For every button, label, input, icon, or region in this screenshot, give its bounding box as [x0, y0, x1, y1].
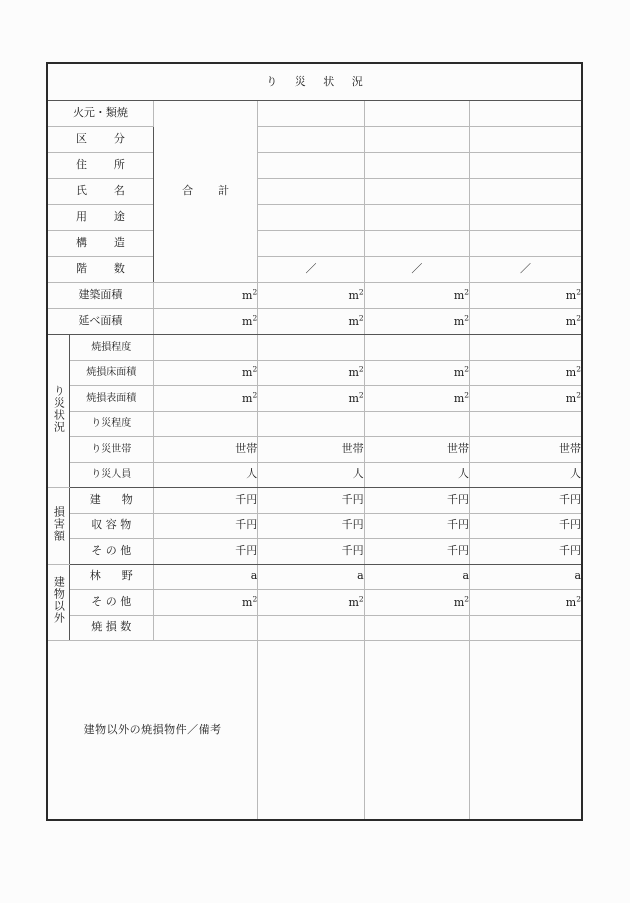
- entry-cell-shouson-teido-1[interactable]: [258, 335, 364, 361]
- entry-cell-kubun-3[interactable]: [470, 127, 582, 153]
- unit-m2: $m^2$: [348, 364, 364, 380]
- entry-cell-kubun-1[interactable]: [258, 127, 364, 153]
- unit-m2: $m^2$: [242, 364, 258, 380]
- table-row: [47, 488, 582, 514]
- entry-cell-shimei-2[interactable]: [364, 179, 469, 205]
- entry-cell-risai-setai-2[interactable]: 世帯: [364, 437, 469, 463]
- unit-m2: $m^2$: [565, 390, 581, 405]
- table-row: [47, 179, 582, 205]
- entry-cell-rinya-3[interactable]: a: [470, 564, 582, 590]
- unit-m2: $m^2$: [242, 287, 258, 302]
- table-row: [47, 411, 582, 437]
- label-jusho: 住 所: [47, 153, 153, 179]
- unit-m2: $m^2$: [242, 390, 258, 405]
- entry-cell-kagen-2[interactable]: [364, 101, 469, 127]
- label-tatemono-igai-sonota: そ の 他: [69, 590, 153, 616]
- entry-cell-youto-2[interactable]: [364, 205, 469, 231]
- entry-cell-tatemono-3[interactable]: 千円: [470, 488, 582, 514]
- label-rinya: 林 野: [69, 564, 153, 590]
- unit-m2: $m^2$: [453, 287, 470, 302]
- entry-cell-kouzou-3[interactable]: [470, 231, 582, 257]
- unit-m2: $m^2$: [453, 390, 470, 405]
- table-row: [47, 231, 582, 257]
- entry-cell-kenchiku-menseki-3[interactable]: [470, 283, 582, 309]
- entry-cell-risai-jinin-1[interactable]: 人: [258, 462, 364, 488]
- entry-cell-nobe-menseki-1[interactable]: [258, 309, 364, 335]
- label-risai-setai: り災世帯: [69, 437, 153, 463]
- unit-m2: $m^2$: [453, 594, 470, 609]
- total-cell-rinya[interactable]: a: [153, 564, 257, 590]
- total-cell-risai-setai[interactable]: 世帯: [153, 437, 257, 463]
- entry-cell-risai-jinin-2[interactable]: 人: [364, 462, 469, 488]
- table-row: [47, 386, 582, 412]
- entry-cell-shouson-suu-2[interactable]: [364, 615, 469, 641]
- entry-cell-shuuyoubutsu-3[interactable]: 千円: [470, 513, 582, 539]
- label-kenchiku-menseki: 建築面積: [47, 283, 153, 309]
- label-risai-teido: り災程度: [69, 411, 153, 437]
- group-label-risai-joukyou: り災状況: [47, 335, 69, 488]
- label-youto: 用 途: [47, 205, 153, 231]
- unit-m2: $m^2$: [453, 364, 470, 380]
- entry-cell-shouson-hyoumen-menseki-1[interactable]: [258, 386, 364, 412]
- entry-cell-rinya-2[interactable]: a: [364, 564, 469, 590]
- entry-cell-shouson-teido-2[interactable]: [364, 335, 469, 361]
- entry-cell-shouson-teido-3[interactable]: [470, 335, 582, 361]
- unit-m2: $m^2$: [565, 364, 581, 380]
- entry-cell-tatemono-igai-sonota-3[interactable]: [470, 590, 582, 616]
- entry-cell-kagen-3[interactable]: [470, 101, 582, 127]
- entry-cell-songaigaku-sonota-2[interactable]: 千円: [364, 539, 469, 565]
- entry-cell-shuuyoubutsu-2[interactable]: 千円: [364, 513, 469, 539]
- entry-cell-shouson-suu-3[interactable]: [470, 615, 582, 641]
- entry-cell-risai-teido-3[interactable]: [470, 411, 582, 437]
- total-cell-shouson-teido[interactable]: [153, 335, 257, 361]
- table-row: [47, 615, 582, 641]
- table-row: [47, 590, 582, 616]
- unit-m2: $m^2$: [242, 313, 258, 328]
- ri-sai-joukyou-form: [46, 62, 583, 821]
- label-shouson-hyoumen-menseki: 焼損表面積: [69, 386, 153, 412]
- entry-cell-songaigaku-sonota-3[interactable]: 千円: [470, 539, 582, 565]
- total-cell-shouson-suu[interactable]: [153, 615, 257, 641]
- entry-cell-kaisuu-3[interactable]: ／: [470, 257, 582, 283]
- entry-cell-shouson-yuka-menseki-2[interactable]: [364, 360, 469, 386]
- table-row: [47, 205, 582, 231]
- entry-cell-kubun-2[interactable]: [364, 127, 469, 153]
- remarks-label: 建物以外の焼損物件／備考: [47, 641, 258, 821]
- page-title: り 災 状 況: [47, 63, 582, 101]
- unit-m2: $m^2$: [565, 313, 581, 328]
- unit-m2: $m^2$: [348, 594, 364, 609]
- label-kouzou: 構 造: [47, 231, 153, 257]
- label-kagen-ruisho: 火元・類焼: [47, 101, 153, 127]
- label-shouson-teido: 焼損程度: [69, 335, 153, 361]
- table-row: [47, 437, 582, 463]
- entry-cell-tatemono-2[interactable]: 千円: [364, 488, 469, 514]
- entry-cell-shouson-yuka-menseki-1[interactable]: [258, 360, 364, 386]
- unit-m2: $m^2$: [453, 313, 470, 328]
- entry-cell-kaisuu-1[interactable]: ／: [258, 257, 364, 283]
- unit-m2: $m^2$: [242, 594, 258, 609]
- entry-cell-youto-1[interactable]: [258, 205, 364, 231]
- total-cell-shouson-hyoumen-menseki[interactable]: [153, 386, 257, 412]
- table-row: [47, 101, 582, 127]
- entry-cell-risai-teido-2[interactable]: [364, 411, 469, 437]
- label-kaisuu: 階 数: [47, 257, 153, 283]
- entry-cell-shouson-hyoumen-menseki-2[interactable]: [364, 386, 469, 412]
- total-cell-shouson-yuka-menseki[interactable]: [153, 360, 257, 386]
- label-kubun: 区 分: [47, 127, 153, 153]
- label-shuuyoubutsu: 収 容 物: [69, 513, 153, 539]
- remarks-cell-3[interactable]: [470, 641, 582, 821]
- unit-m2: $m^2$: [565, 594, 581, 609]
- label-shouson-yuka-menseki: 焼損床面積: [69, 360, 153, 386]
- total-cell-risai-teido[interactable]: [153, 411, 257, 437]
- table-row: [47, 153, 582, 179]
- label-songaigaku-sonota: そ の 他: [69, 539, 153, 565]
- table-row: [47, 257, 582, 283]
- entry-cell-nobe-menseki-2[interactable]: [364, 309, 469, 335]
- total-cell-risai-jinin[interactable]: 人: [153, 462, 257, 488]
- total-cell-kenchiku-menseki[interactable]: [153, 283, 257, 309]
- table-row: [47, 309, 582, 335]
- unit-m2: $m^2$: [565, 287, 581, 302]
- table-row: [47, 360, 582, 386]
- entry-cell-kenchiku-menseki-1[interactable]: [258, 283, 364, 309]
- total-cell-tatemono-igai-sonota[interactable]: [153, 590, 257, 616]
- entry-cell-shouson-hyoumen-menseki-3[interactable]: [470, 386, 582, 412]
- entry-cell-kenchiku-menseki-2[interactable]: [364, 283, 469, 309]
- label-shimei: 氏 名: [47, 179, 153, 205]
- label-risai-jinin: り災人員: [69, 462, 153, 488]
- total-cell-shuuyoubutsu[interactable]: 千円: [153, 513, 257, 539]
- total-column-label: 合 計: [153, 101, 257, 283]
- unit-m2: $m^2$: [348, 287, 364, 302]
- entry-cell-shuuyoubutsu-1[interactable]: 千円: [258, 513, 364, 539]
- label-nobe-menseki: 延べ面積: [47, 309, 153, 335]
- entry-cell-jusho-2[interactable]: [364, 153, 469, 179]
- unit-m2: $m^2$: [348, 313, 364, 328]
- table-row: [47, 283, 582, 309]
- group-label-tatemono-igai: 建物以外: [47, 564, 69, 641]
- entry-cell-risai-teido-1[interactable]: [258, 411, 364, 437]
- unit-m2: $m^2$: [348, 390, 364, 405]
- entry-cell-shimei-1[interactable]: [258, 179, 364, 205]
- entry-cell-kouzou-1[interactable]: [258, 231, 364, 257]
- entry-cell-shouson-suu-1[interactable]: [258, 615, 364, 641]
- entry-cell-nobe-menseki-3[interactable]: [470, 309, 582, 335]
- entry-cell-kagen-1[interactable]: [258, 101, 364, 127]
- entry-cell-rinya-1[interactable]: a: [258, 564, 364, 590]
- entry-cell-tatemono-1[interactable]: 千円: [258, 488, 364, 514]
- table-row: [47, 513, 582, 539]
- entry-cell-songaigaku-sonota-1[interactable]: 千円: [258, 539, 364, 565]
- entry-cell-jusho-3[interactable]: [470, 153, 582, 179]
- total-cell-songaigaku-sonota[interactable]: 千円: [153, 539, 257, 565]
- form-body: [47, 63, 582, 820]
- entry-cell-shimei-3[interactable]: [470, 179, 582, 205]
- remarks-cell-2[interactable]: [364, 641, 469, 821]
- group-label-songaigaku: 損害額: [47, 488, 69, 565]
- total-cell-nobe-menseki[interactable]: [153, 309, 257, 335]
- remarks-row: [47, 641, 582, 821]
- entry-cell-shouson-yuka-menseki-3[interactable]: [470, 360, 582, 386]
- entry-cell-jusho-1[interactable]: [258, 153, 364, 179]
- total-cell-tatemono[interactable]: 千円: [153, 488, 257, 514]
- table-row: [47, 462, 582, 488]
- title-row: [47, 63, 582, 101]
- label-tatemono: 建 物: [69, 488, 153, 514]
- entry-cell-risai-jinin-3[interactable]: 人: [470, 462, 582, 488]
- remarks-cell-1[interactable]: [258, 641, 364, 821]
- table-row: [47, 539, 582, 565]
- entry-cell-tatemono-igai-sonota-2[interactable]: [364, 590, 469, 616]
- table-row: [47, 335, 582, 361]
- entry-cell-tatemono-igai-sonota-1[interactable]: [258, 590, 364, 616]
- table-row: [47, 127, 582, 153]
- entry-cell-youto-3[interactable]: [470, 205, 582, 231]
- entry-cell-kouzou-2[interactable]: [364, 231, 469, 257]
- entry-cell-risai-setai-3[interactable]: 世帯: [470, 437, 582, 463]
- table-row: [47, 564, 582, 590]
- label-shouson-suu: 焼 損 数: [69, 615, 153, 641]
- entry-cell-risai-setai-1[interactable]: 世帯: [258, 437, 364, 463]
- entry-cell-kaisuu-2[interactable]: ／: [364, 257, 469, 283]
